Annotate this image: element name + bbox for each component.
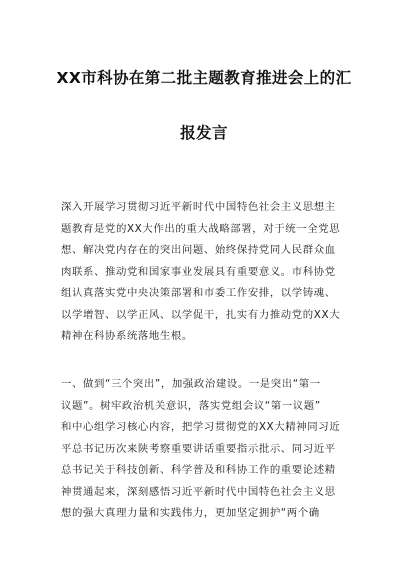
document-title-line-1: XX市科协在第二批主题教育推进会上的汇 xyxy=(56,69,352,87)
text-line: 肉联系、推动党和国家事业发展具有重要意义。市科协党 xyxy=(61,265,336,278)
text-line: 深入开展学习贯彻习近平新时代中国特色社会主义思想主 xyxy=(61,201,336,213)
text-line: 议题”。树牢政治机关意识，落实党组会议“第一议题” xyxy=(61,399,321,412)
text-line: 组认真落实党中央决策部署和市委工作安排，以学铸魂、 xyxy=(61,287,336,299)
text-line: 想、解决党内存在的突出问题、始终保持党同人民群众血 xyxy=(61,244,336,256)
text-line: 以学增智、以学正风、以学促干，扎实有力推动党的XX大 xyxy=(61,308,341,321)
document-title-line-2: 报发言 xyxy=(180,124,228,142)
text-line: 精神在科协系统落地生根。 xyxy=(61,330,193,342)
text-line: 和中心组学习核心内容，把学习贯彻党的XX大精神同习近 xyxy=(61,421,341,433)
paragraph-intro xyxy=(61,197,361,348)
text-line: 想的强大真理力量和实践伟力，更加坚定拥护“两个确 xyxy=(61,507,320,519)
paragraph-section-1 xyxy=(61,374,361,525)
text-line: 神贯通起来，深刻感悟习近平新时代中国特色社会主义思 xyxy=(61,485,336,498)
text-line: 一、做到“三个突出”，加强政治建设。一是突出“第一 xyxy=(61,378,321,390)
text-line: 题教育是党的XX大作出的重大战略部署，对于统一全党思 xyxy=(61,222,341,235)
text-line: 平总书记历次来陕考察重要讲话重要指示批示、同习近平 xyxy=(61,442,336,455)
text-line: 总书记关于科技创新、科学普及和科协工作的重要论述精 xyxy=(61,464,336,476)
